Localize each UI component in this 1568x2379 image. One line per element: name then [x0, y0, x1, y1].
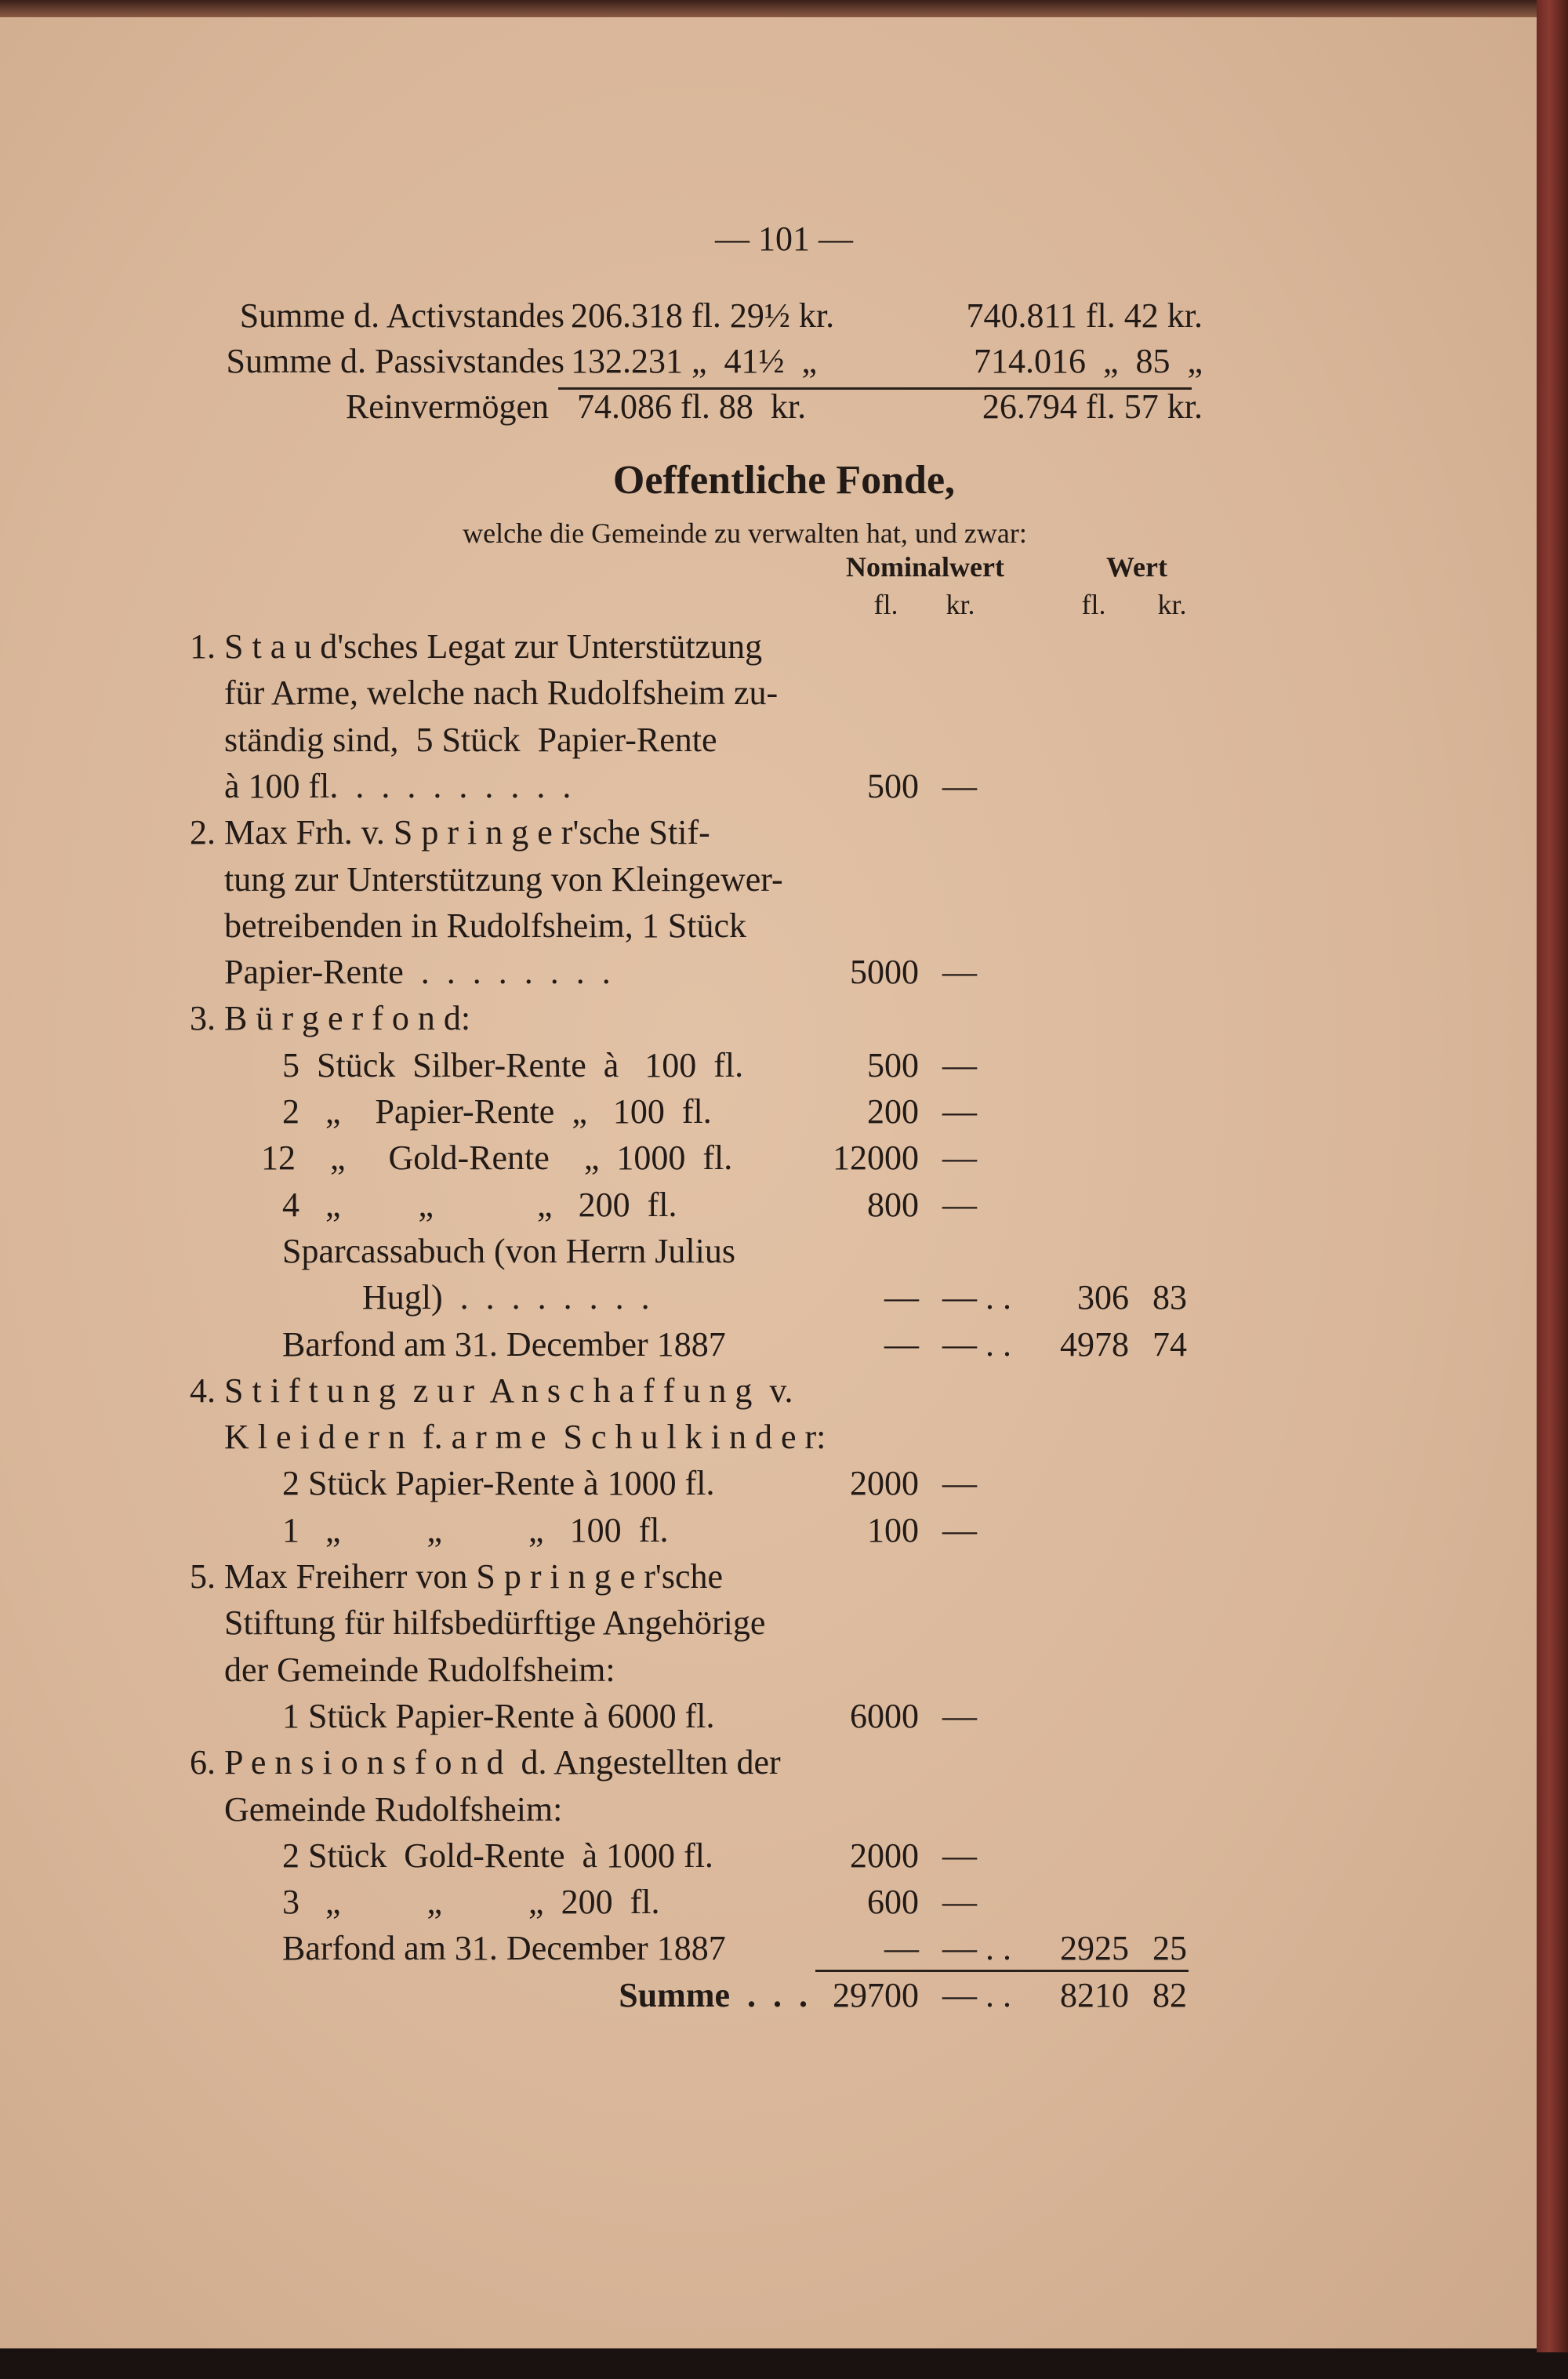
page-top-edge [0, 0, 1568, 17]
nominal-kr-value: — [942, 1185, 977, 1224]
nominal-kr-value: — . . [942, 1324, 1011, 1364]
column-header-wert: Wert [1106, 551, 1167, 583]
summary-value-a: 132.231 „ 41½ „ [571, 342, 818, 380]
summary-value-a: 206.318 fl. 29½ kr. [571, 296, 835, 335]
nominal-fl-value: 600 [867, 1883, 919, 1922]
summary-value-b: 26.794 fl. 57 kr. [982, 387, 1203, 426]
fund-line-text: betreibenden in Rudolfsheim, 1 Stück [224, 906, 746, 945]
wert-kr-value: 83 [1152, 1278, 1187, 1317]
total-label: Summe . . . [619, 1975, 808, 2014]
column-header-kr: kr. [1157, 589, 1187, 620]
fund-line-text: 1. S t a u d'sches Legat zur Unterstützung [190, 627, 763, 666]
total-rule [815, 1970, 1189, 1972]
wert-kr-value: 25 [1152, 1929, 1187, 1968]
nominal-kr-value: — [942, 1510, 977, 1549]
section-subheading: welche die Gemeinde zu verwalten hat, und zwar: [463, 518, 1027, 549]
fund-line-text: K l e i d e r n f. a r m e S c h u l k i n d e r: [224, 1418, 826, 1457]
column-header-nominalwert: Nominalwert [846, 551, 1004, 583]
nominal-kr-value: — [942, 1883, 977, 1922]
nominal-fl-value: 12000 [833, 1139, 919, 1178]
nominal-fl-value: 2000 [850, 1464, 919, 1503]
fund-line-text: Hugl) . . . . . . . . [362, 1278, 650, 1317]
fund-line-text: Barfond am 31. December 1887 [282, 1929, 726, 1968]
fund-line-text: ständig sind, 5 Stück Papier-Rente [224, 720, 717, 759]
fund-line-text: 4 „ „ „ 200 fl. [282, 1185, 677, 1224]
wert-fl-value: 4978 [1060, 1324, 1129, 1364]
fund-line-text: 2 „ Papier-Rente „ 100 fl. [282, 1092, 712, 1131]
nominal-fl-value: 29700 [833, 1975, 919, 2014]
nominal-fl-value: 100 [867, 1510, 919, 1549]
summary-value-b: 740.811 fl. 42 kr. [966, 296, 1203, 335]
wert-fl-value: 2925 [1060, 1929, 1129, 1968]
fund-line-text: Papier-Rente . . . . . . . . [224, 953, 611, 992]
fund-line-text: Gemeinde Rudolfsheim: [224, 1789, 563, 1829]
summary-label: Summe d. Passivstandes [226, 342, 564, 380]
fund-line-text: 5. Max Freiherr von S p r i n g e r'sche [190, 1557, 724, 1596]
nominal-kr-value: — [942, 1045, 977, 1084]
fund-line-text: Barfond am 31. December 1887 [282, 1324, 726, 1364]
fund-line-text: 5 Stück Silber-Rente à 100 fl. [282, 1045, 744, 1084]
nominal-kr-value: — [942, 766, 977, 805]
fund-line-text: 2 Stück Gold-Rente à 1000 fl. [282, 1836, 713, 1875]
nominal-kr-value: — . . [942, 1975, 1011, 2014]
nominal-kr-value: — [942, 953, 977, 992]
nominal-fl-value: 800 [867, 1185, 919, 1224]
column-header-fl: fl. [1081, 589, 1106, 620]
fund-line-text: tung zur Unterstützung von Kleingewer- [224, 859, 783, 899]
fund-line-text: 1 „ „ „ 100 fl. [282, 1510, 669, 1549]
fund-line-text: 1 Stück Papier-Rente à 6000 fl. [282, 1696, 715, 1735]
nominal-fl-value: 500 [867, 1045, 919, 1084]
fund-line-text: 2. Max Frh. v. S p r i n g e r'sche Stif- [190, 813, 710, 852]
fund-line-text: 4. S t i f t u n g z u r A n s c h a f f u n g v. [190, 1371, 793, 1410]
nominal-kr-value: — . . [942, 1929, 1011, 1968]
fund-line-text: 3 „ „ „ 200 fl. [282, 1883, 660, 1922]
fund-line-text: 2 Stück Papier-Rente à 1000 fl. [282, 1464, 715, 1503]
nominal-kr-value: — . . [942, 1278, 1011, 1317]
nominal-fl-value: — [884, 1929, 919, 1968]
column-header-fl: fl. [873, 589, 898, 620]
nominal-kr-value: — [942, 1696, 977, 1735]
fund-line-text: 3. B ü r g e r f o n d: [190, 999, 471, 1038]
fund-line-text: Stiftung für hilfsbedürftige Angehörige [224, 1604, 766, 1643]
wert-fl-value: 8210 [1060, 1975, 1129, 2014]
nominal-kr-value: — [942, 1092, 977, 1131]
wert-kr-value: 82 [1152, 1975, 1187, 2014]
nominal-kr-value: — [942, 1139, 977, 1178]
summary-value-a: 74.086 fl. 88 kr. [577, 387, 807, 426]
nominal-fl-value: — [884, 1324, 919, 1364]
nominal-fl-value: 6000 [850, 1696, 919, 1735]
column-header-kr: kr. [946, 589, 975, 620]
nominal-fl-value: — [884, 1278, 919, 1317]
summary-label: Reinvermögen [345, 387, 549, 426]
wert-kr-value: 74 [1152, 1324, 1187, 1364]
nominal-kr-value: — [942, 1464, 977, 1503]
nominal-kr-value: — [942, 1836, 977, 1875]
section-heading: Oeffentliche Fonde, [612, 458, 956, 503]
fund-line-text: für Arme, welche nach Rudolfsheim zu- [224, 674, 779, 713]
nominal-fl-value: 5000 [850, 953, 919, 992]
nominal-fl-value: 2000 [850, 1836, 919, 1875]
page-number: — 101 — [715, 220, 853, 258]
fund-line-text: Sparcassabuch (von Herrn Julius [282, 1231, 735, 1270]
fund-line-text: 12 „ Gold-Rente „ 1000 fl. [261, 1139, 733, 1178]
summary-value-b: 714.016 „ 85 „ [973, 342, 1203, 380]
nominal-fl-value: 500 [867, 766, 919, 805]
wert-fl-value: 306 [1077, 1278, 1129, 1317]
summary-label: Summe d. Activstandes [239, 296, 564, 335]
fund-line-text: 6. P e n s i o n s f o n d d. Angestellten der [190, 1743, 781, 1782]
nominal-fl-value: 200 [867, 1092, 919, 1131]
book-binding [1537, 0, 1568, 2352]
fund-line-text: à 100 fl. . . . . . . . . . [224, 766, 572, 805]
fund-line-text: der Gemeinde Rudolfsheim: [224, 1650, 615, 1689]
